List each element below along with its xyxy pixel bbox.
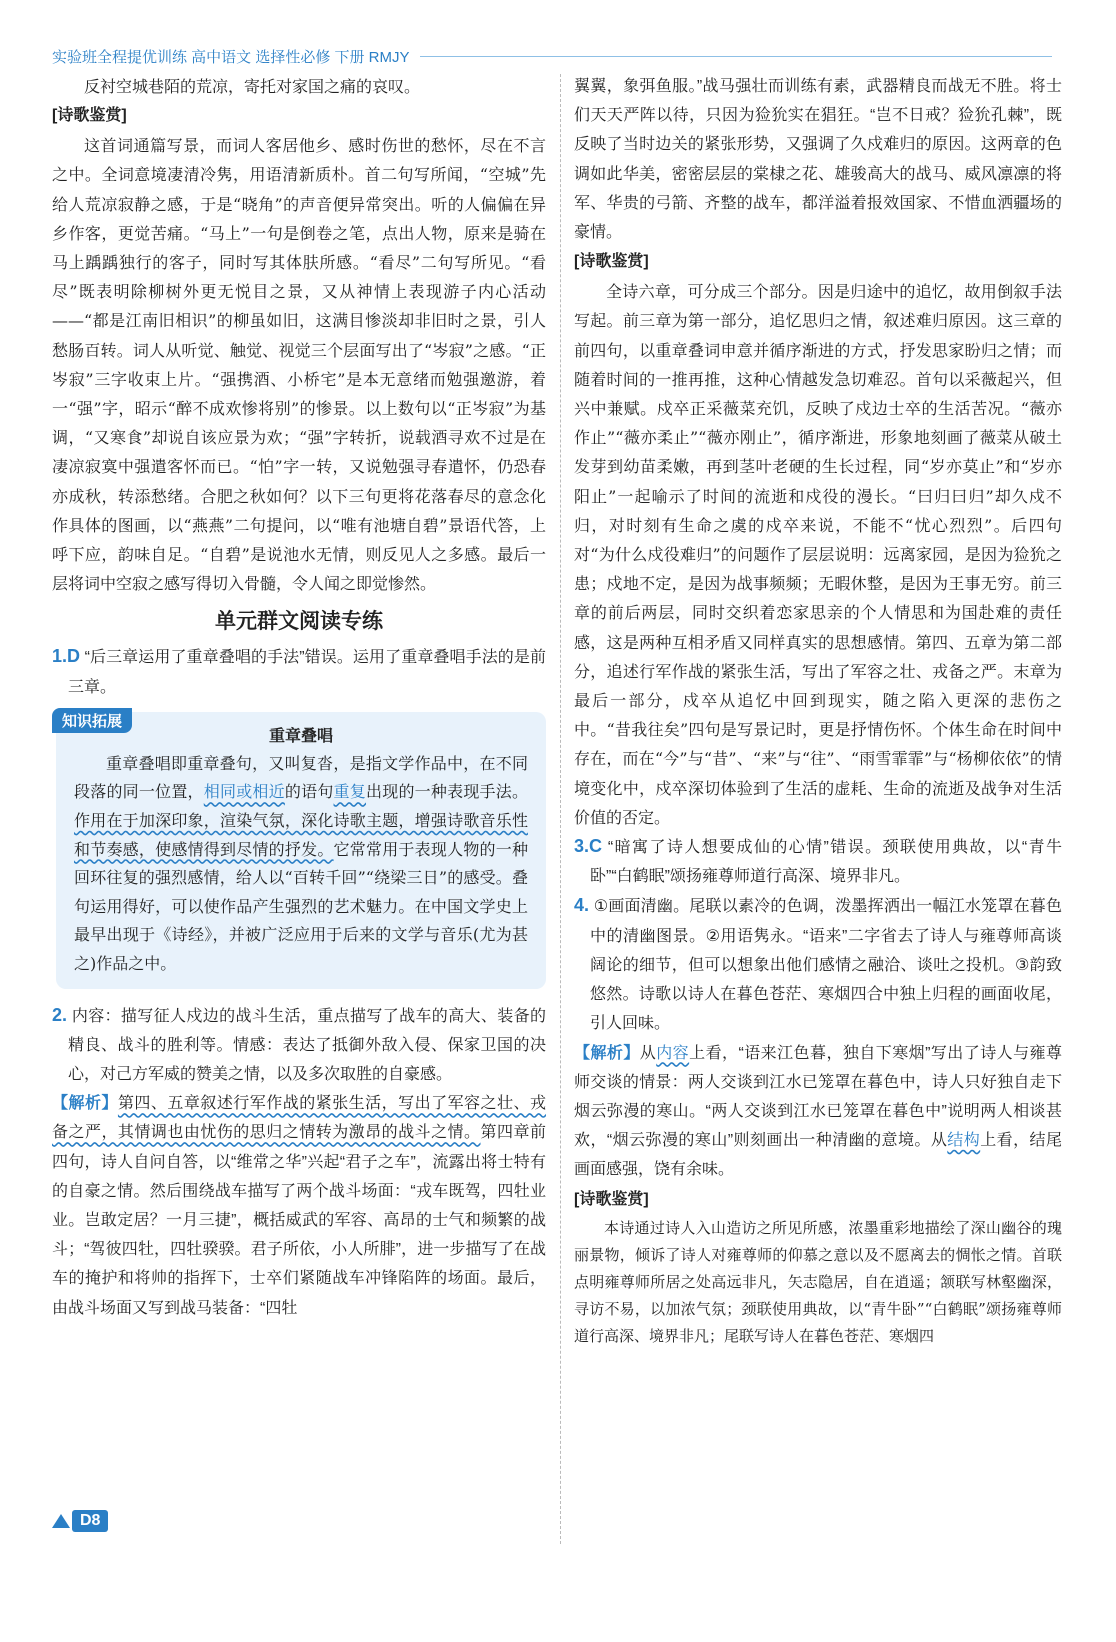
question-2-analysis-text: 第四章前四句，诗人自问自答，以“维常之华”兴起“君子之车”，流露出将士特有的自豪之情。然后围绕战车描写了两个战斗场面：“戎车既驾，四牡业业。岂敢定居？一月三捷”，概括威武的军容、高昂的士气和频繁的战斗；“驾彼四牡，四牡骙骙。君子所依，小人所腓”，进一步描写了在战车的掩护和将帅的指挥下，士卒们紧随战车冲锋陷阵的场面。最后，由战斗场面又写到战马装备：“四牡 bbox=[52, 1124, 546, 1317]
knowledge-text-b: 的语句 bbox=[284, 782, 334, 802]
question-4-analysis-a: 从 bbox=[639, 1044, 657, 1062]
question-2-number: 2. bbox=[52, 1004, 68, 1025]
question-1-text: “后三章运用了重章叠唱的手法”错误。运用了重章叠唱手法的是前三章。 bbox=[68, 649, 546, 696]
page-arrow-icon bbox=[52, 1514, 70, 1528]
appreciation-text-right: 全诗六章，可分成三个部分。因是归途中的追忆，故用倒叙手法写起。前三章为第一部分，追忆思归之情，叙述难归原因。这三章的前四句，以重章叠词申意并循序渐进的方式，抒发思家盼归之情；而随着时间的一推再推，这种心情越发急切难忍。首句以采薇起兴，但兴中兼赋。戍卒正采薇菜充饥，反映了戍边士卒的生活苦况。“薇亦作止”“薇亦柔止”“薇亦刚止”，循序渐进，形象地刻画了薇菜从破土发芽到幼苗柔嫩，再到茎叶老硬的生长过程，同“岁亦莫止”和“岁亦阳止”一起喻示了时间的流逝和戍役的漫长。“曰归曰归”却久戍不归，对时刻有生命之虞的戍卒来说，不能不“忧心烈烈”。后四句对“为什么戍役难归”的问题作了层层说明：远离家园，是因为猃狁之患；戍地不定，是因为战事频频；无暇休整，是因为王事无穷。前三章的前后两层，同时交织着恋家思亲的个人情思和为国赴难的责任感，这是两种互相矛盾又同样真实的思想感情。第四、五章为第二部分，追述行军作战的紧张生活，写出了军容之壮、戎备之严。末章为最后一部分，戍卒从追忆中回到现实，随之陷入更深的悲伤之中。“昔我往矣”四句是写景记时，更是抒情伤怀。个体生命在时间中存在，而在“今”与“昔”、“来”与“往”、“雨雪霏霏”与“杨柳依依”的情境变化中，戍卒深切体验到了生活的虚耗、生命的流逝及战争对生活价值的否定。 bbox=[574, 282, 1062, 827]
appreciation-label-left: [诗歌鉴赏] bbox=[52, 107, 127, 125]
appreciation-label-right-2: [诗歌鉴赏] bbox=[574, 1190, 649, 1208]
question-4-analysis-c: 上看，结尾画面感强，饶有余味。 bbox=[574, 1132, 1062, 1179]
page-number-label: D8 bbox=[72, 1510, 108, 1532]
question-2-analysis bbox=[52, 1089, 546, 1323]
question-4-text: ①画面清幽。尾联以素冷的色调，泼墨挥洒出一幅江水笼罩在暮色中的清幽图景。②用语隽永。“语来”二字省去了诗人与雍尊师高谈阔论的细节，但可以想象出他们感情之融洽、谈吐之投机。③韵致悠然。诗歌以诗人在暮色苍茫、寒烟四合中独上归程的画面收尾，引人回味。 bbox=[590, 898, 1062, 1033]
question-3-text: “暗寓了诗人想要成仙的心情”错误。颈联使用典故，以“青牛卧”“白鹤眠”颂扬雍尊师道行高深、境界非凡。 bbox=[590, 839, 1062, 886]
question-3 bbox=[574, 832, 1062, 891]
page-number bbox=[52, 1510, 108, 1532]
knowledge-highlight-2: 重复 bbox=[333, 782, 366, 802]
question-3-number: 3. bbox=[574, 836, 590, 857]
knowledge-text-d: 它常常用于表现人物的一种回环往复的强烈感情，给人以“百转千回”“绕梁三日”的感受。叠句运用得好，可以使作品产生强烈的艺术魅力。在中国文学史上最早出现于《诗经》，并被广泛应用于后来的文学与音乐(尤为甚之)作品之中。 bbox=[74, 839, 528, 974]
question-1-number: 1. bbox=[52, 646, 68, 667]
question-3-answer: C bbox=[589, 836, 603, 857]
knowledge-tag: 知识拓展 bbox=[52, 708, 132, 733]
header-title: 实验班全程提优训练 高中语文 选择性必修 下册 RMJY bbox=[52, 48, 410, 66]
question-2 bbox=[52, 1001, 546, 1090]
right-column bbox=[574, 72, 1062, 1502]
knowledge-box bbox=[56, 712, 546, 989]
question-1-answer: D bbox=[67, 646, 81, 667]
knowledge-text-c: 出现的一种表现手法。 bbox=[366, 782, 528, 802]
appreciation-text-right-2: 本诗通过诗人入山造访之所见所感，浓墨重彩地描绘了深山幽谷的瑰丽景物，倾诉了诗人对雍尊师的仰慕之意以及不愿离去的惆怅之情。首联点明雍尊师所居之处高远非凡，矢志隐居，自在逍遥；颔联写林壑幽深，寻访不易，以加浓气氛；颈联使用典故，以“青牛卧”“白鹤眠”颂扬雍尊师道行高深、境界非凡；尾联写诗人在暮色苍茫、寒烟四 bbox=[574, 1218, 1062, 1345]
appreciation-text-left: 这首词通篇写景，而词人客居他乡、感时伤世的愁怀，尽在不言之中。全词意境凄清冷隽，用语清新质朴。首二句写所闻，“空城”先给人荒凉寂静之感，于是“晓角”的声音便异常突出。听的人偏偏在异乡作客，更觉苦痛。“马上”一句是倒卷之笔，点出人物，原来是骑在马上踽踽独行的客子，同时写其体肤所感。“看尽”二句写所见。“看尽”既表明除柳树外更无悦目之景，又从神情上表现游子内心活动——“都是江南旧相识”的柳虽如旧，这满目惨淡却非旧时之景，引人愁肠百转。词人从听觉、触觉、视觉三个层面写出了“岑寂”之感。“正岑寂”三字收束上片。“强携酒、小桥宅”是本无意绪而勉强邀游，着一“强”字，昭示“醉不成欢惨将别”的惨景。以上数句以“正岑寂”为基调，“又寒食”却说自该应景为欢；“强”字转折，说载酒寻欢不过是在凄凉寂寞中强遣客怀而已。“怕”字一转，又说勉强寻春遣怀，仍恐春亦成秋，转添愁绪。合肥之秋如何？以下三句更将花落春尽的意念化作具体的图画，以“燕燕”二句提问，以“唯有池塘自碧”景语代答，上呼下应，韵味自足。“自碧”是说池水无情，则反见人之多感。最后一层将词中空寂之感写得切入骨髓，令人闻之即觉惨然。 bbox=[52, 136, 546, 594]
question-4 bbox=[574, 891, 1062, 1038]
running-header bbox=[52, 44, 1052, 68]
question-2-text: 内容：描写征人戍边的战斗生活，重点描写了战车的高大、装备的精良、战斗的胜利等。情感：表达了抵御外敌入侵、保家卫国的决心，对己方军威的赞美之情，以及多次取胜的自豪感。 bbox=[68, 1007, 546, 1084]
question-4-analysis-tag: 【解析】 bbox=[574, 1044, 640, 1062]
question-4-analysis-hl2: 结构 bbox=[947, 1132, 981, 1150]
column-divider bbox=[560, 74, 561, 1544]
question-1 bbox=[52, 642, 546, 701]
knowledge-text bbox=[74, 750, 528, 979]
question-2-analysis-tag: 【解析】 bbox=[52, 1095, 118, 1113]
question-4-analysis bbox=[574, 1039, 1062, 1185]
knowledge-text-a: 重章叠唱即重章叠句，又叫复沓，是指文学作品中，在不同段落的同一位置， bbox=[74, 753, 528, 802]
intro-line: 反衬空城巷陌的荒凉，寄托对家国之痛的哀叹。 bbox=[84, 77, 421, 96]
section-title: 单元群文阅读专练 bbox=[215, 610, 383, 634]
question-2-analysis-underline: 第四、五章叙述行军作战的紧张生活，写出了军容之壮、戎备之严，其情调也由忧伤的思归之情转为激昂的战斗之情。 bbox=[52, 1095, 546, 1142]
question-4-number: 4. bbox=[574, 895, 590, 916]
question-4-analysis-hl1: 内容 bbox=[656, 1044, 690, 1062]
knowledge-title: 重章叠唱 bbox=[268, 725, 333, 745]
header-rule bbox=[420, 56, 1052, 57]
knowledge-highlight-1: 相同或相近 bbox=[203, 782, 285, 802]
continue-text: 翼翼，象弭鱼服。”战马强壮而训练有素，武器精良而战无不胜。将士们天天严阵以待，只因为猃狁实在猖狂。“岂不日戒？猃狁孔棘”，既反映了当时边关的紧张形势，又强调了久戍难归的原因。这两章的色调如此华美，密密层层的棠棣之花、雄骏高大的战马、威风凛凛的将军、华贵的弓箭、齐整的战车，都洋溢着报效国家、不惜血洒疆场的豪情。 bbox=[574, 78, 1062, 242]
question-4-analysis-b: 上看，“语来江色暮，独自下寒烟”写出了诗人与雍尊师交谈的情景：两人交谈到江水已笼罩在暮色中，诗人只好独自走下烟云弥漫的寒山。“两人交谈到江水已笼罩在暮色中”说明两人相谈甚欢，“烟云弥漫的寒山”则刻画出一种清幽的意境。从 bbox=[574, 1044, 1062, 1150]
knowledge-underline: 作用在于加深印象，渲染气氛，深化诗歌主题，增强诗歌音乐性和节奏感，使感情得到尽情的抒发。 bbox=[74, 811, 528, 859]
left-column bbox=[52, 72, 546, 1502]
appreciation-label-right: [诗歌鉴赏] bbox=[574, 253, 649, 271]
